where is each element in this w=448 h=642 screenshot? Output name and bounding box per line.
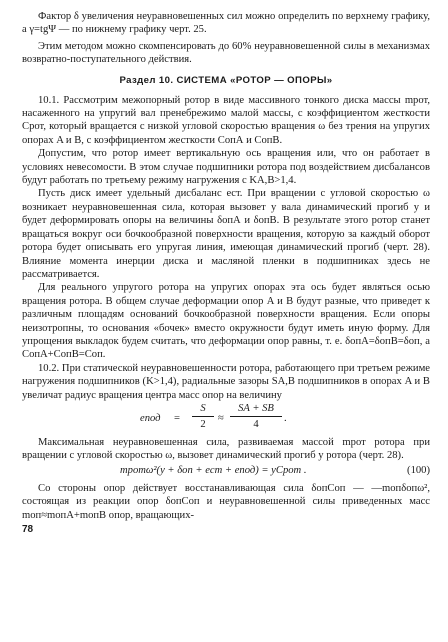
paragraph-factor: Фактор δ увеличения неуравновешенных сил можно определить по верхнему графику, а γ=tgΨ — по нижнему графику черт. 25. [22, 11, 430, 36]
formula-1-frac1-numerator: S [192, 402, 214, 417]
paragraph-disbalance: Пусть диск имеет удельный дисбаланс eст. При вращении с угловой скоростью ω возникает неуравновешенная сила, которая вызовет у вала динамический прогиб y и будет деформировать опоры на величины δопА и δопВ. В результате этого ротор станет вращаться вокруг оси бочкообразной поверхности вращения, которую за каждый оборот ротора будет описывать его упругая линия, имеющая динамический прогиб (черт. 28). Влияние момента инерции диска и масляной пленки в подшипниках здесь не рассматривается. [22, 188, 430, 280]
formula-1-fraction-2 [230, 402, 282, 432]
formula-1-frac2-numerator: SA + SB [230, 402, 282, 417]
formula-e-pod [22, 402, 430, 436]
formula-100 [22, 463, 430, 479]
paragraph-compensation: Этим методом можно скомпенсировать до 60% неуравновешенной силы в механизмах возвратно-поступательного действия. [22, 40, 430, 66]
formula-1-period: . [284, 412, 287, 424]
paragraph-10-1: 10.1. Рассмотрим межопорный ротор в виде массивного тонкого диска массы mрот, насаженного на упругий вал пренебрежимо малой массы, с коэффициентом жесткости Срот, который вращается с низкой угловой скоростью вращения ω без трения на упругих опорах A и B, с коэффициентом жесткости СопА и СопВ. [22, 94, 430, 146]
formula-100-number: (100) [407, 464, 430, 476]
formula-1-fraction-1 [192, 402, 214, 432]
formula-1-lhs: eпод [140, 412, 161, 424]
formula-1-frac1-denominator: 2 [200, 419, 206, 431]
paragraph-max-force: Максимальная неуравновешенная сила, развиваемая массой mрот ротора при вращении с угловой скоростью ω, вызовет динамический прогиб y ротора (черт. 28). [22, 436, 430, 462]
paragraph-restoring-force: Со стороны опор действует восстанавливающая сила δопСоп — —mопδопω², состоящая из реакции опор δопСоп и неуравновешенной силы приведенных масс mоп≈mопА+mопВ опор, вращающих- [22, 482, 430, 521]
paragraph-real-rotor: Для реального упругого ротора на упругих опорах эта ось будет являться осью вращения ротора. В общем случае деформации опор A и B будут разные, что приведет к различным площадям оснований бочкообразной поверхности вращения. Если опоры неизотропны, то основания «бочек» вместо окружности будут иметь иную форму. Для упрощения выкладок будем считать, что деформации опор равны, т. е. δопА=δопВ=δоп, а СопА+СопВ=Соп. [22, 282, 430, 361]
page-number: 78 [22, 524, 34, 535]
paragraph-assumption: Допустим, что ротор имеет вертикальную ось вращения или, что он работает в условиях невесомости. В этом случае подшипники ротора под воздействием дисбалансов будут работать по третьему режиму нагружения с KA,B>1,4. [22, 148, 430, 187]
formula-1-eq1: = [174, 412, 180, 424]
formula-1-eq2: ≈ [218, 412, 224, 424]
page [22, 10, 430, 535]
formula-100-body: mротω²(y + δоп + eст + eпод) = yCрот . [120, 464, 307, 476]
section-heading: Раздел 10. СИСТЕМА «РОТОР — ОПОРЫ» [119, 74, 333, 86]
paragraph-10-2: 10.2. При статической неуравновешенности ротора, работающего при третьем режиме нагружения подшипников (K>1,4), радиальные зазоры SA,B подшипников в опорах A и B увеличат радиус вращения центра масс опор на величину [22, 362, 430, 401]
formula-1-frac2-denominator: 4 [253, 419, 259, 431]
